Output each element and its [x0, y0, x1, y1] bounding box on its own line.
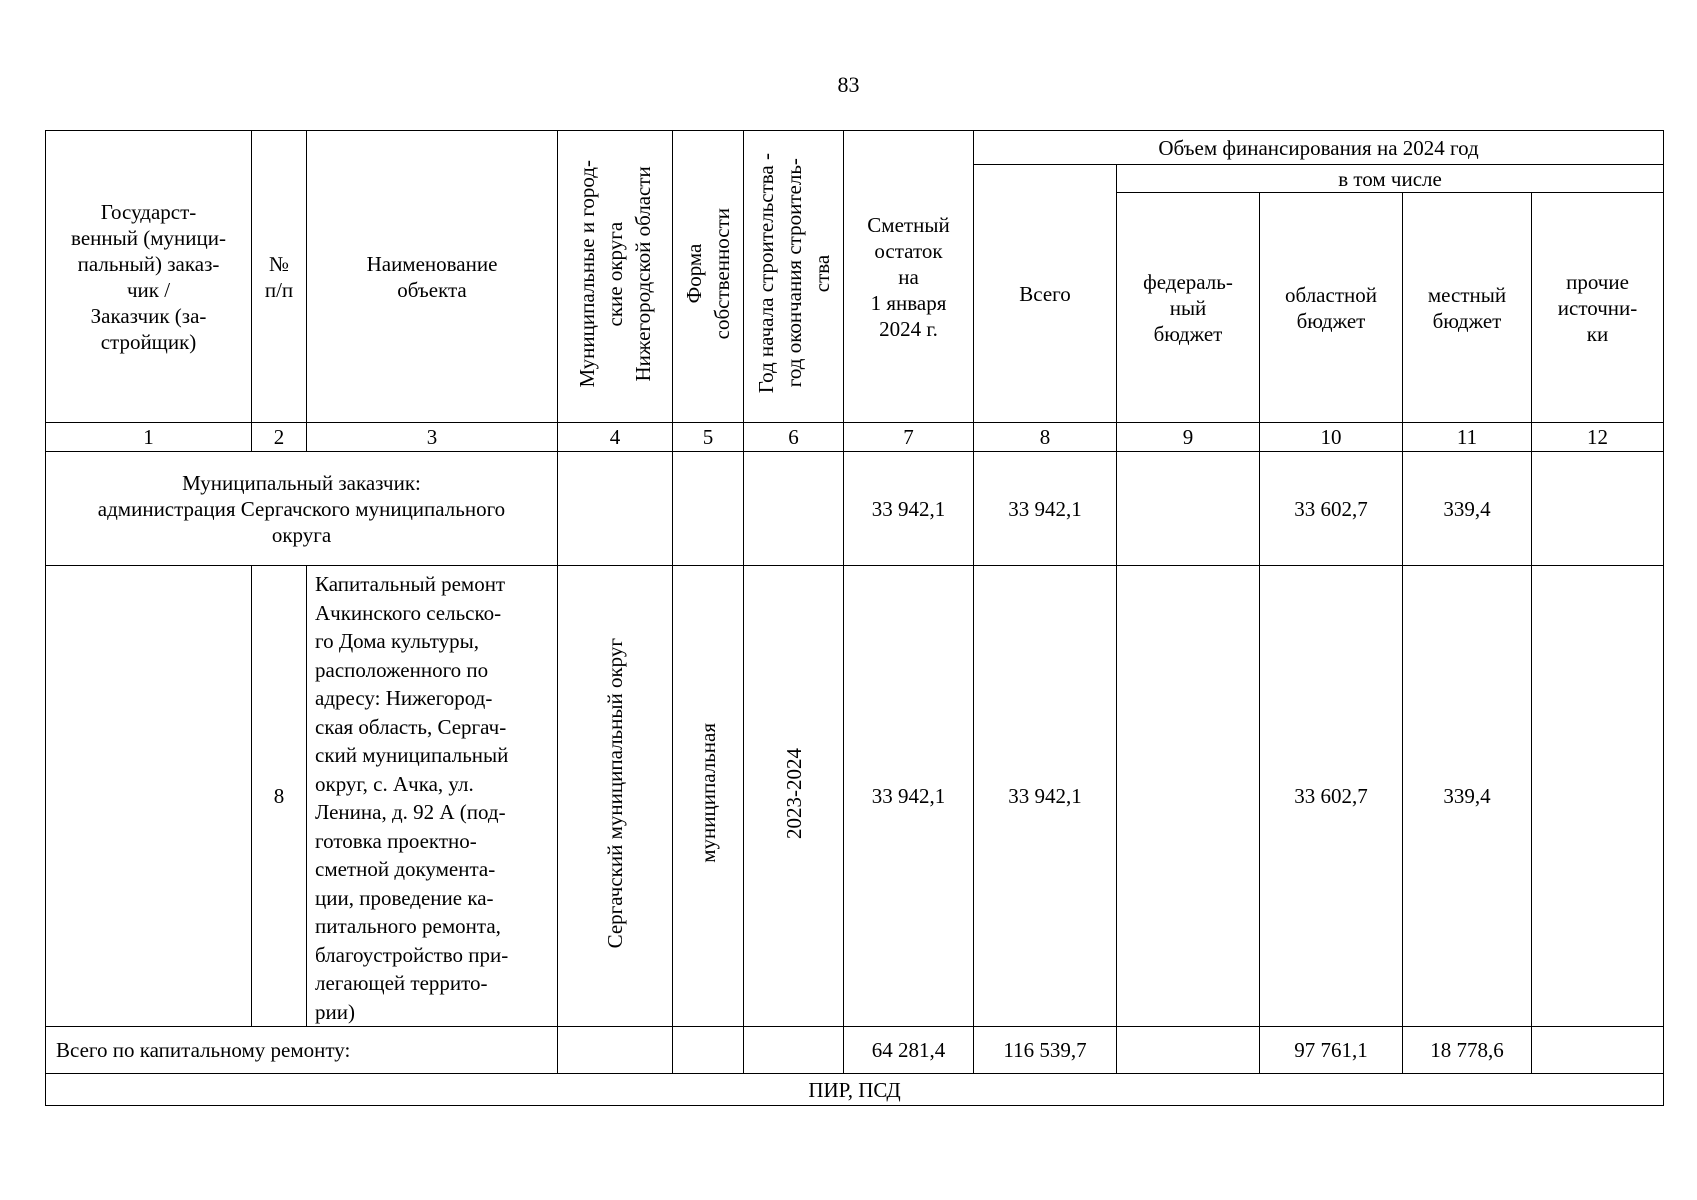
header-years-cell [744, 131, 844, 423]
header-ownership-cell [673, 131, 744, 423]
column-number: 9 [1117, 423, 1260, 452]
capital-repair-funding-table [45, 130, 1664, 1106]
object-customer [46, 566, 252, 1027]
customer-other [1532, 452, 1664, 566]
object-local: 339,4 [1403, 566, 1532, 1027]
total-local: 18 778,6 [1403, 1027, 1532, 1074]
header-ownership: Форма собственности [682, 207, 734, 340]
customer-municipality [558, 452, 673, 566]
object-ownership: муниципальная [696, 723, 720, 863]
header-number: № п/п [252, 131, 307, 423]
object-municipality: Сергачский муниципальный округ [603, 637, 627, 949]
customer-estimate: 33 942,1 [844, 452, 974, 566]
header-other: прочие источни- ки [1532, 193, 1664, 423]
header-customer: Государст- венный (муници- пальный) заказ- чик / Заказчик (за- стройщик) [46, 131, 252, 423]
header-total: Всего [974, 165, 1117, 423]
object-row [46, 566, 1664, 1027]
column-number: 10 [1260, 423, 1403, 452]
header-row-funding [46, 131, 1664, 165]
object-ownership-cell [673, 566, 744, 1027]
column-number: 6 [744, 423, 844, 452]
header-years: Год начала строительства - год окончания строитель- ства [753, 153, 834, 394]
object-other [1532, 566, 1664, 1027]
object-name: Капитальный ремонт Ачкинского сельско- го Дома культуры, расположенного по адресу: Нижегород- ская область, Сергач- ский муниципальный округ, с. Ачка, ул. Ленина, д. 92 А (под- готовка проектно- сметной документа- ции, проведение ка- питального ремонта, благоустройство при- легающей террито- рии) [307, 566, 558, 1027]
object-municipality-cell [558, 566, 673, 1027]
column-number: 2 [252, 423, 307, 452]
header-municipality: Муниципальные и город- ские округа Нижегородской области [575, 159, 655, 388]
total-years [744, 1027, 844, 1074]
header-object-name: Наименование объекта [307, 131, 558, 423]
total-ownership [673, 1027, 744, 1074]
section-label: ПИР, ПСД [46, 1074, 1664, 1106]
total-other [1532, 1027, 1664, 1074]
header-including: в том числе [1117, 165, 1664, 193]
section-row [46, 1074, 1664, 1106]
object-regional: 33 602,7 [1260, 566, 1403, 1027]
total-label: Всего по капитальному ремонту: [46, 1027, 558, 1074]
object-estimate: 33 942,1 [844, 566, 974, 1027]
total-municipality [558, 1027, 673, 1074]
customer-label: Муниципальный заказчик: администрация Сергачского муниципального округа [46, 452, 558, 566]
object-years: 2023-2024 [781, 747, 806, 839]
column-number: 4 [558, 423, 673, 452]
customer-years [744, 452, 844, 566]
header-regional: областной бюджет [1260, 193, 1403, 423]
object-total: 33 942,1 [974, 566, 1117, 1027]
object-number: 8 [252, 566, 307, 1027]
column-number: 1 [46, 423, 252, 452]
column-number: 7 [844, 423, 974, 452]
total-estimate: 64 281,4 [844, 1027, 974, 1074]
header-federal: федераль- ный бюджет [1117, 193, 1260, 423]
customer-federal [1117, 452, 1260, 566]
header-local: местный бюджет [1403, 193, 1532, 423]
customer-total: 33 942,1 [974, 452, 1117, 566]
column-number: 5 [673, 423, 744, 452]
total-row [46, 1027, 1664, 1074]
total-total: 116 539,7 [974, 1027, 1117, 1074]
customer-ownership [673, 452, 744, 566]
customer-local: 339,4 [1403, 452, 1532, 566]
header-funding-group: Объем финансирования на 2024 год [974, 131, 1664, 165]
header-municipality-cell [558, 131, 673, 423]
column-number: 11 [1403, 423, 1532, 452]
object-years-cell [744, 566, 844, 1027]
header-estimate: Сметный остаток на 1 января 2024 г. [844, 131, 974, 423]
total-regional: 97 761,1 [1260, 1027, 1403, 1074]
customer-row [46, 452, 1664, 566]
column-number-row [46, 423, 1664, 452]
object-federal [1117, 566, 1260, 1027]
total-federal [1117, 1027, 1260, 1074]
customer-regional: 33 602,7 [1260, 452, 1403, 566]
column-number: 12 [1532, 423, 1664, 452]
column-number: 8 [974, 423, 1117, 452]
page-number: 83 [837, 72, 860, 97]
column-number: 3 [307, 423, 558, 452]
